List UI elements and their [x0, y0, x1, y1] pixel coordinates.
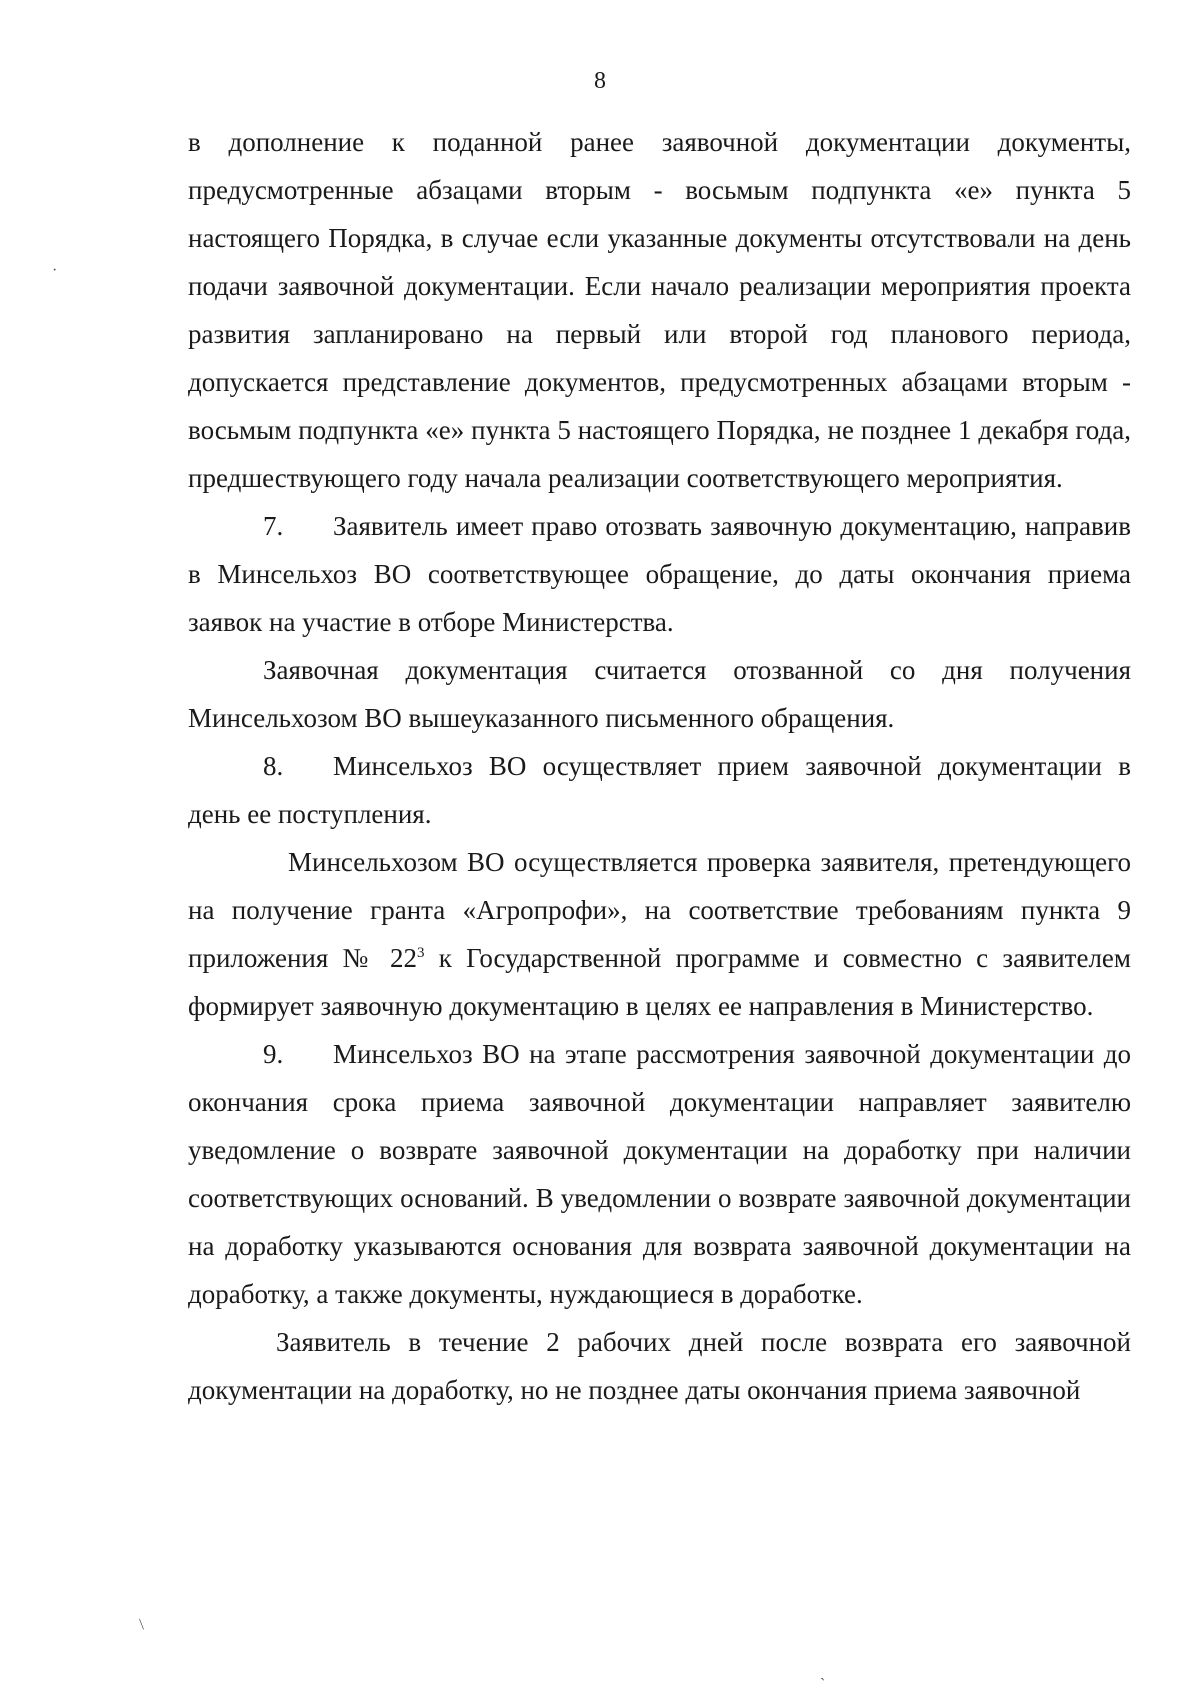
paragraph-continuation: в дополнение к поданной ранее заявочной документации документы, предусмотренные абзацами вторым - восьмым подпункта «е» пункта 5 настоящего Порядка, в случае если указанные документы отсутствовали на день подачи заявочной документации. Если начало реализации мероприятия проекта развития запланировано на первый или второй год планового периода, допускается представление документов, предусмотренных абзацами вторым - восьмым подпункта «е» пункта 5 настоящего Порядка, не позднее 1 декабря года, предшествующего году начала реализации соответствующего мероприятия.: [188, 127, 1131, 493]
document-body: [188, 118, 1131, 1414]
paragraph-item-7: [188, 502, 1131, 646]
paragraph-text: Минсельхоз ВО осуществляет прием заявочной документации в день ее поступления.: [188, 751, 1131, 829]
scan-speck: ˋ: [820, 1676, 826, 1693]
paragraph-text: Минсельхозом ВО осуществляется проверка заявителя, претендующего на получение гранта «Агропрофи», на соответствие требованиям пункта 9 приложения № 22: [188, 847, 1131, 973]
paragraph-resubmission: Заявитель в течение 2 рабочих дней после возврата его заявочной документации на доработку, но не позднее даты окончания приема заявочной: [188, 1327, 1131, 1405]
paragraph-withdrawal: Заявочная документация считается отозванной со дня получения Минсельхозом ВО вышеуказанного письменного обращения.: [188, 655, 1131, 733]
paragraph-item-9: [188, 1030, 1131, 1318]
item-number: 7.: [263, 511, 284, 541]
paragraph-text: к Государственной программе и совместно с заявителем формирует заявочную документацию в целях ее направления в Министерство.: [188, 943, 1131, 1021]
paragraph-text: Минсельхоз ВО на этапе рассмотрения заявочной документации до окончания срока приема заявочной документации направляет заявителю уведомление о возврате заявочной документации на доработку при наличии соответствующих оснований. В уведомлении о возврате заявочной документации на доработку указываются основания для возврата заявочной документации на доработку, а также документы, нуждающиеся в доработке.: [188, 1039, 1131, 1309]
item-number: 9.: [263, 1039, 284, 1069]
scan-speck: ·: [52, 262, 58, 279]
paragraph-text: Заявитель имеет право отозвать заявочную документацию, направив в Минсельхоз ВО соответствующее обращение, до даты окончания приема заявок на участие в отборе Министерства.: [188, 511, 1131, 637]
superscript: 3: [417, 945, 425, 961]
scan-speck: /: [134, 1616, 150, 1633]
paragraph-verification: [188, 838, 1131, 1030]
paragraph-item-8: [188, 742, 1131, 838]
page-number: 8: [594, 68, 606, 94]
item-number: 8.: [263, 751, 284, 781]
